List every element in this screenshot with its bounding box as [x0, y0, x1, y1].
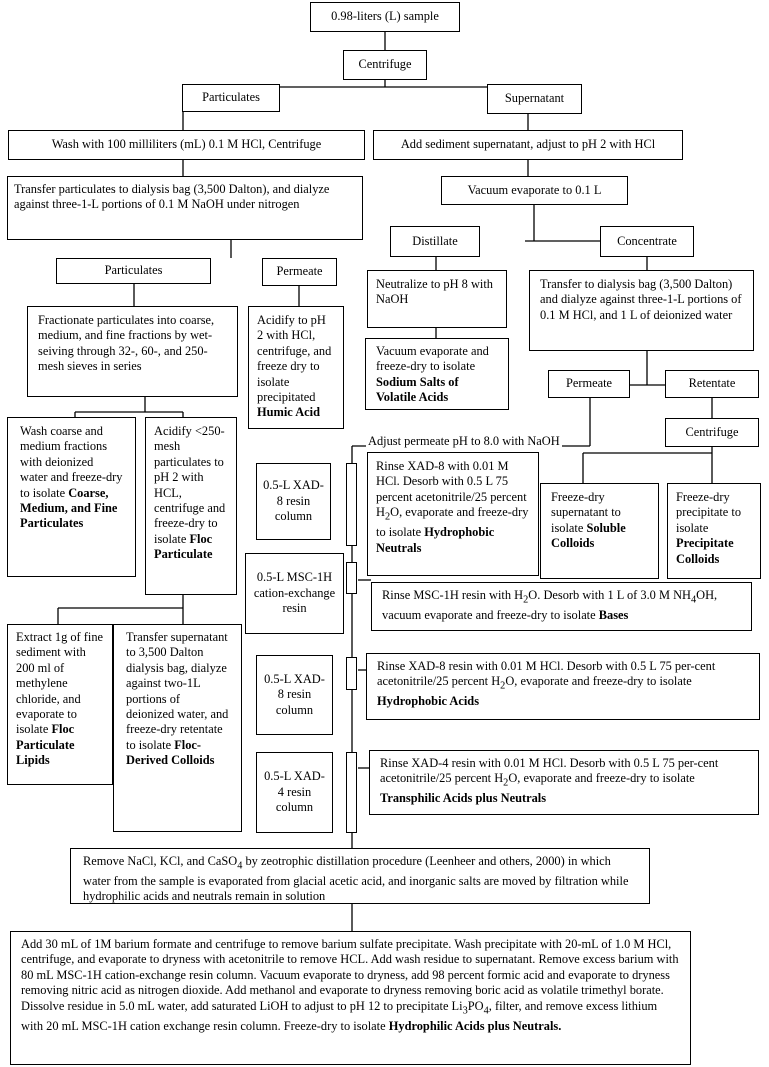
barium-box — [10, 931, 691, 1065]
concentrate-box — [600, 226, 694, 257]
wash-coarse-box — [7, 417, 136, 577]
rinse-msc-bases-pre: Rinse MSC-1H resin with H — [382, 588, 524, 602]
column-1-icon — [346, 463, 357, 546]
permeate-label: Permeate — [276, 264, 323, 279]
rinse-xad8-acids-box — [366, 653, 760, 720]
msc-column-label: 0.5-L MSC-1H cation-exchange resin — [253, 570, 336, 616]
sample-label: 0.98-liters (L) sample — [331, 9, 439, 24]
column-4-icon — [346, 752, 357, 833]
rinse-msc-bases-mid: O. Desorb with 1 L of 3.0 M NH — [528, 588, 691, 602]
barium-post: , filter, and remove excess lithium with 20 mL MSC-1H cation exchange resin column. Freeze-dry to isolate — [21, 998, 658, 1033]
barium-sub1: 3 — [462, 1005, 468, 1017]
vacuum-sodium-text: Vacuum evaporate and freeze-dry to isolate — [376, 344, 489, 374]
vacuum-evaporate-label: Vacuum evaporate to 0.1 L — [467, 182, 602, 197]
vacuum-evaporate-box — [441, 176, 628, 205]
freeze-precipitate-box — [667, 483, 761, 579]
hydrophobic-acids-product: Hydrophobic Acids — [377, 694, 480, 709]
adjust-permeate-label: Adjust permeate pH to 8.0 with NaOH — [368, 434, 560, 448]
bases-product: Bases — [598, 607, 629, 622]
extract-lipids-box — [7, 624, 113, 785]
retentate-label: Retentate — [688, 376, 736, 391]
rinse-xad4-sub: 2 — [503, 777, 509, 789]
rinse-xad8-acids-post: O, evaporate and freeze-dry to isolate — [505, 674, 692, 689]
xad8-column-2-box — [256, 655, 333, 735]
column-3-icon — [346, 657, 357, 690]
supernatant-box — [487, 84, 582, 114]
barium-pre: Add 30 mL of 1M barium formate and centrifuge to remove barium sulfate precipitate. Wash precipitate with 20-mL of 1.0 M HCl, centrifuge, and evaporate to dryness with acetonitrile to remove HCL. Add wash residue to supernatant. Remove excess barium with 80 mL MSC-1H cation-exchange resin column. Vacuum evaporate to dryness, add 98 percent formic acid and evaporate to dryness removing nitric acid as nitrogen dioxide. Add methanol and evaporate to dryness removing boric acid as volatile trimethyl borate. Dissolve residue in 5.0 mL water, add saturated LiOH to adjust to pH 12 to precipitate Li — [21, 937, 679, 1013]
add-sediment-label: Add sediment supernatant, adjust to pH 2 with HCl — [400, 137, 656, 152]
xad4-column-box — [256, 752, 333, 833]
rinse-xad4-box — [369, 750, 759, 815]
supernatant-label: Supernatant — [504, 91, 565, 106]
fractionate-box — [27, 306, 238, 397]
permeate-2-label: Permeate — [565, 376, 613, 391]
remove-nacl-sub: 4 — [237, 860, 243, 872]
transfer-dialysis-box — [7, 176, 363, 240]
particulates-label: Particulates — [202, 90, 260, 105]
freeze-soluble-text: Freeze-dry supernatant to isolate — [551, 490, 621, 535]
column-2-icon — [346, 562, 357, 594]
barium-sub2: 4 — [483, 1005, 489, 1017]
acidify-humic-text: Acidify to pH 2 with HCl, centrifuge, and freeze dry to isolate precipitated — [257, 313, 332, 405]
barium-mid: PO — [467, 998, 484, 1013]
wash-hcl-label: Wash with 100 milliliters (mL) 0.1 M HCl, Centrifuge — [51, 137, 322, 152]
acidify-floc-box — [145, 417, 237, 595]
add-sediment-box — [373, 130, 683, 160]
hydrophilic-product: Hydrophilic Acids plus Neutrals. — [388, 1018, 562, 1033]
fractionate-label: Fractionate particulates into coarse, medium, and fine fractions by wet-seiving through 32-, 60-, and 250-mesh sieves in series — [38, 313, 215, 374]
sample-box — [310, 2, 460, 32]
rinse-xad8-acids-pre: Rinse XAD-8 resin with 0.01 M HCl. Desorb with 0.5 L 75 per-cent acetonitrile/25 percent H — [377, 659, 716, 689]
transfer-floc-colloids-text: Transfer supernatant to 3,500 Dalton dialysis bag, dialyze against two-1L portions of deionized water, and freeze-dry retentate to isolate — [126, 630, 229, 752]
rinse-msc-bases-post: OH, vacuum evaporate and freeze-dry to isolate — [382, 588, 718, 622]
acidify-floc-text: Acidify <250-mesh particulates to pH 2 with HCL, centrifuge and freeze-dry to isolate — [154, 424, 226, 546]
sodium-salts-product: Sodium Salts of Volatile Acids — [376, 374, 459, 405]
freeze-precipitate-text: Freeze-dry precipitate to isolate — [676, 490, 742, 535]
remove-nacl-pre: Remove NaCl, KCl, and CaSO — [83, 854, 238, 868]
concentrate-label: Concentrate — [617, 233, 677, 248]
floc-derived-colloids-product: Floc-Derived Colloids — [126, 737, 215, 768]
permeate-box — [262, 258, 337, 286]
xad8-column-1-box — [256, 463, 331, 540]
retentate-box — [665, 370, 759, 398]
msc-column-box — [245, 553, 344, 634]
neutralize-label: Neutralize to pH 8 with NaOH — [376, 277, 493, 307]
transfer-floc-colloids-box — [113, 624, 242, 832]
distillate-label: Distillate — [412, 233, 458, 248]
particulates-box — [182, 84, 280, 112]
transphilic-product: Transphilic Acids plus Neutrals — [380, 791, 547, 806]
xad4-column-label: 0.5-L XAD-4 resin column — [264, 769, 325, 815]
rinse-msc-bases-sub1: 2 — [523, 594, 529, 606]
rinse-xad4-post: O, evaporate and freeze-dry to isolate — [508, 771, 695, 786]
centrifuge-box — [343, 50, 427, 80]
wash-hcl-box — [8, 130, 365, 160]
freeze-soluble-box — [540, 483, 659, 579]
floc-particulate-lipids-product: Floc Particulate Lipids — [16, 722, 75, 768]
remove-nacl-post: by zeotrophic distillation procedure (Leenheer and others, 2000) in which water from the sample is evaporated from glacial acetic acid, and inorganic salts are moved by filtration while hydrophilic acids and neutrals remain in solution — [83, 854, 629, 904]
rinse-msc-bases-box — [371, 582, 752, 631]
particulates-2-label: Particulates — [104, 263, 163, 278]
rinse-xad8-neutrals-pre: Rinse XAD-8 with 0.01 M HCl. Desorb with 0.5 L 75 percent acetonitrile/25 percent H — [376, 459, 527, 520]
transfer-dialysis-label: Transfer particulates to dialysis bag (3,500 Dalton), and dialyze against three-1-L portions of 0.1 M NaOH under nitrogen — [14, 182, 330, 212]
acidify-humic-box — [248, 306, 344, 429]
neutralize-box — [367, 270, 507, 328]
vacuum-sodium-box — [365, 338, 509, 410]
transfer-concentrate-box — [529, 270, 754, 351]
distillate-box — [390, 226, 480, 257]
wash-coarse-text: Wash coarse and medium fractions with deionized water and freeze-dry to isolate — [20, 424, 123, 500]
humic-acid-product: Humic Acid — [257, 405, 320, 420]
soluble-colloids-product: Soluble Colloids — [551, 520, 626, 551]
floc-particulate-product: Floc Particulate — [154, 531, 213, 562]
rinse-xad8-neutrals-sub: 2 — [384, 511, 391, 523]
remove-nacl-box — [70, 848, 650, 904]
centrifuge-2-label: Centrifuge — [685, 424, 739, 439]
rinse-xad8-neutrals-post: O, evaporate and freeze-dry to isolate — [376, 505, 529, 540]
rinse-msc-bases-sub2: 4 — [690, 594, 697, 606]
xad8-column-2-label: 0.5-L XAD-8 resin column — [264, 671, 325, 717]
coarse-medium-fine-product: Coarse, Medium, and Fine Particulates — [20, 485, 118, 531]
centrifuge-label: Centrifuge — [358, 57, 412, 72]
centrifuge-2-box — [665, 418, 759, 447]
transfer-concentrate-label: Transfer to dialysis bag (3,500 Dalton) and dialyze against three-1-L portions of 0.1 M HCl, and 1 L of deionized water — [540, 277, 742, 322]
rinse-xad8-neutrals-box — [367, 452, 539, 576]
particulates-2-box — [56, 258, 211, 284]
precipitate-colloids-product: Precipitate Colloids — [676, 536, 734, 566]
rinse-xad8-acids-sub: 2 — [500, 680, 506, 692]
permeate-2-box — [548, 370, 630, 398]
extract-lipids-text: Extract 1g of fine sediment with 200 ml of methylene chloride, and evaporate to isolate — [16, 630, 104, 737]
rinse-xad4-pre: Rinse XAD-4 resin with 0.01 M HCl. Desorb with 0.5 L 75 per-cent acetonitrile/25 percent H — [380, 756, 719, 786]
xad8-column-1-label: 0.5-L XAD-8 resin column — [263, 478, 324, 524]
hydrophobic-neutrals-product: Hydrophobic Neutrals — [376, 525, 495, 555]
